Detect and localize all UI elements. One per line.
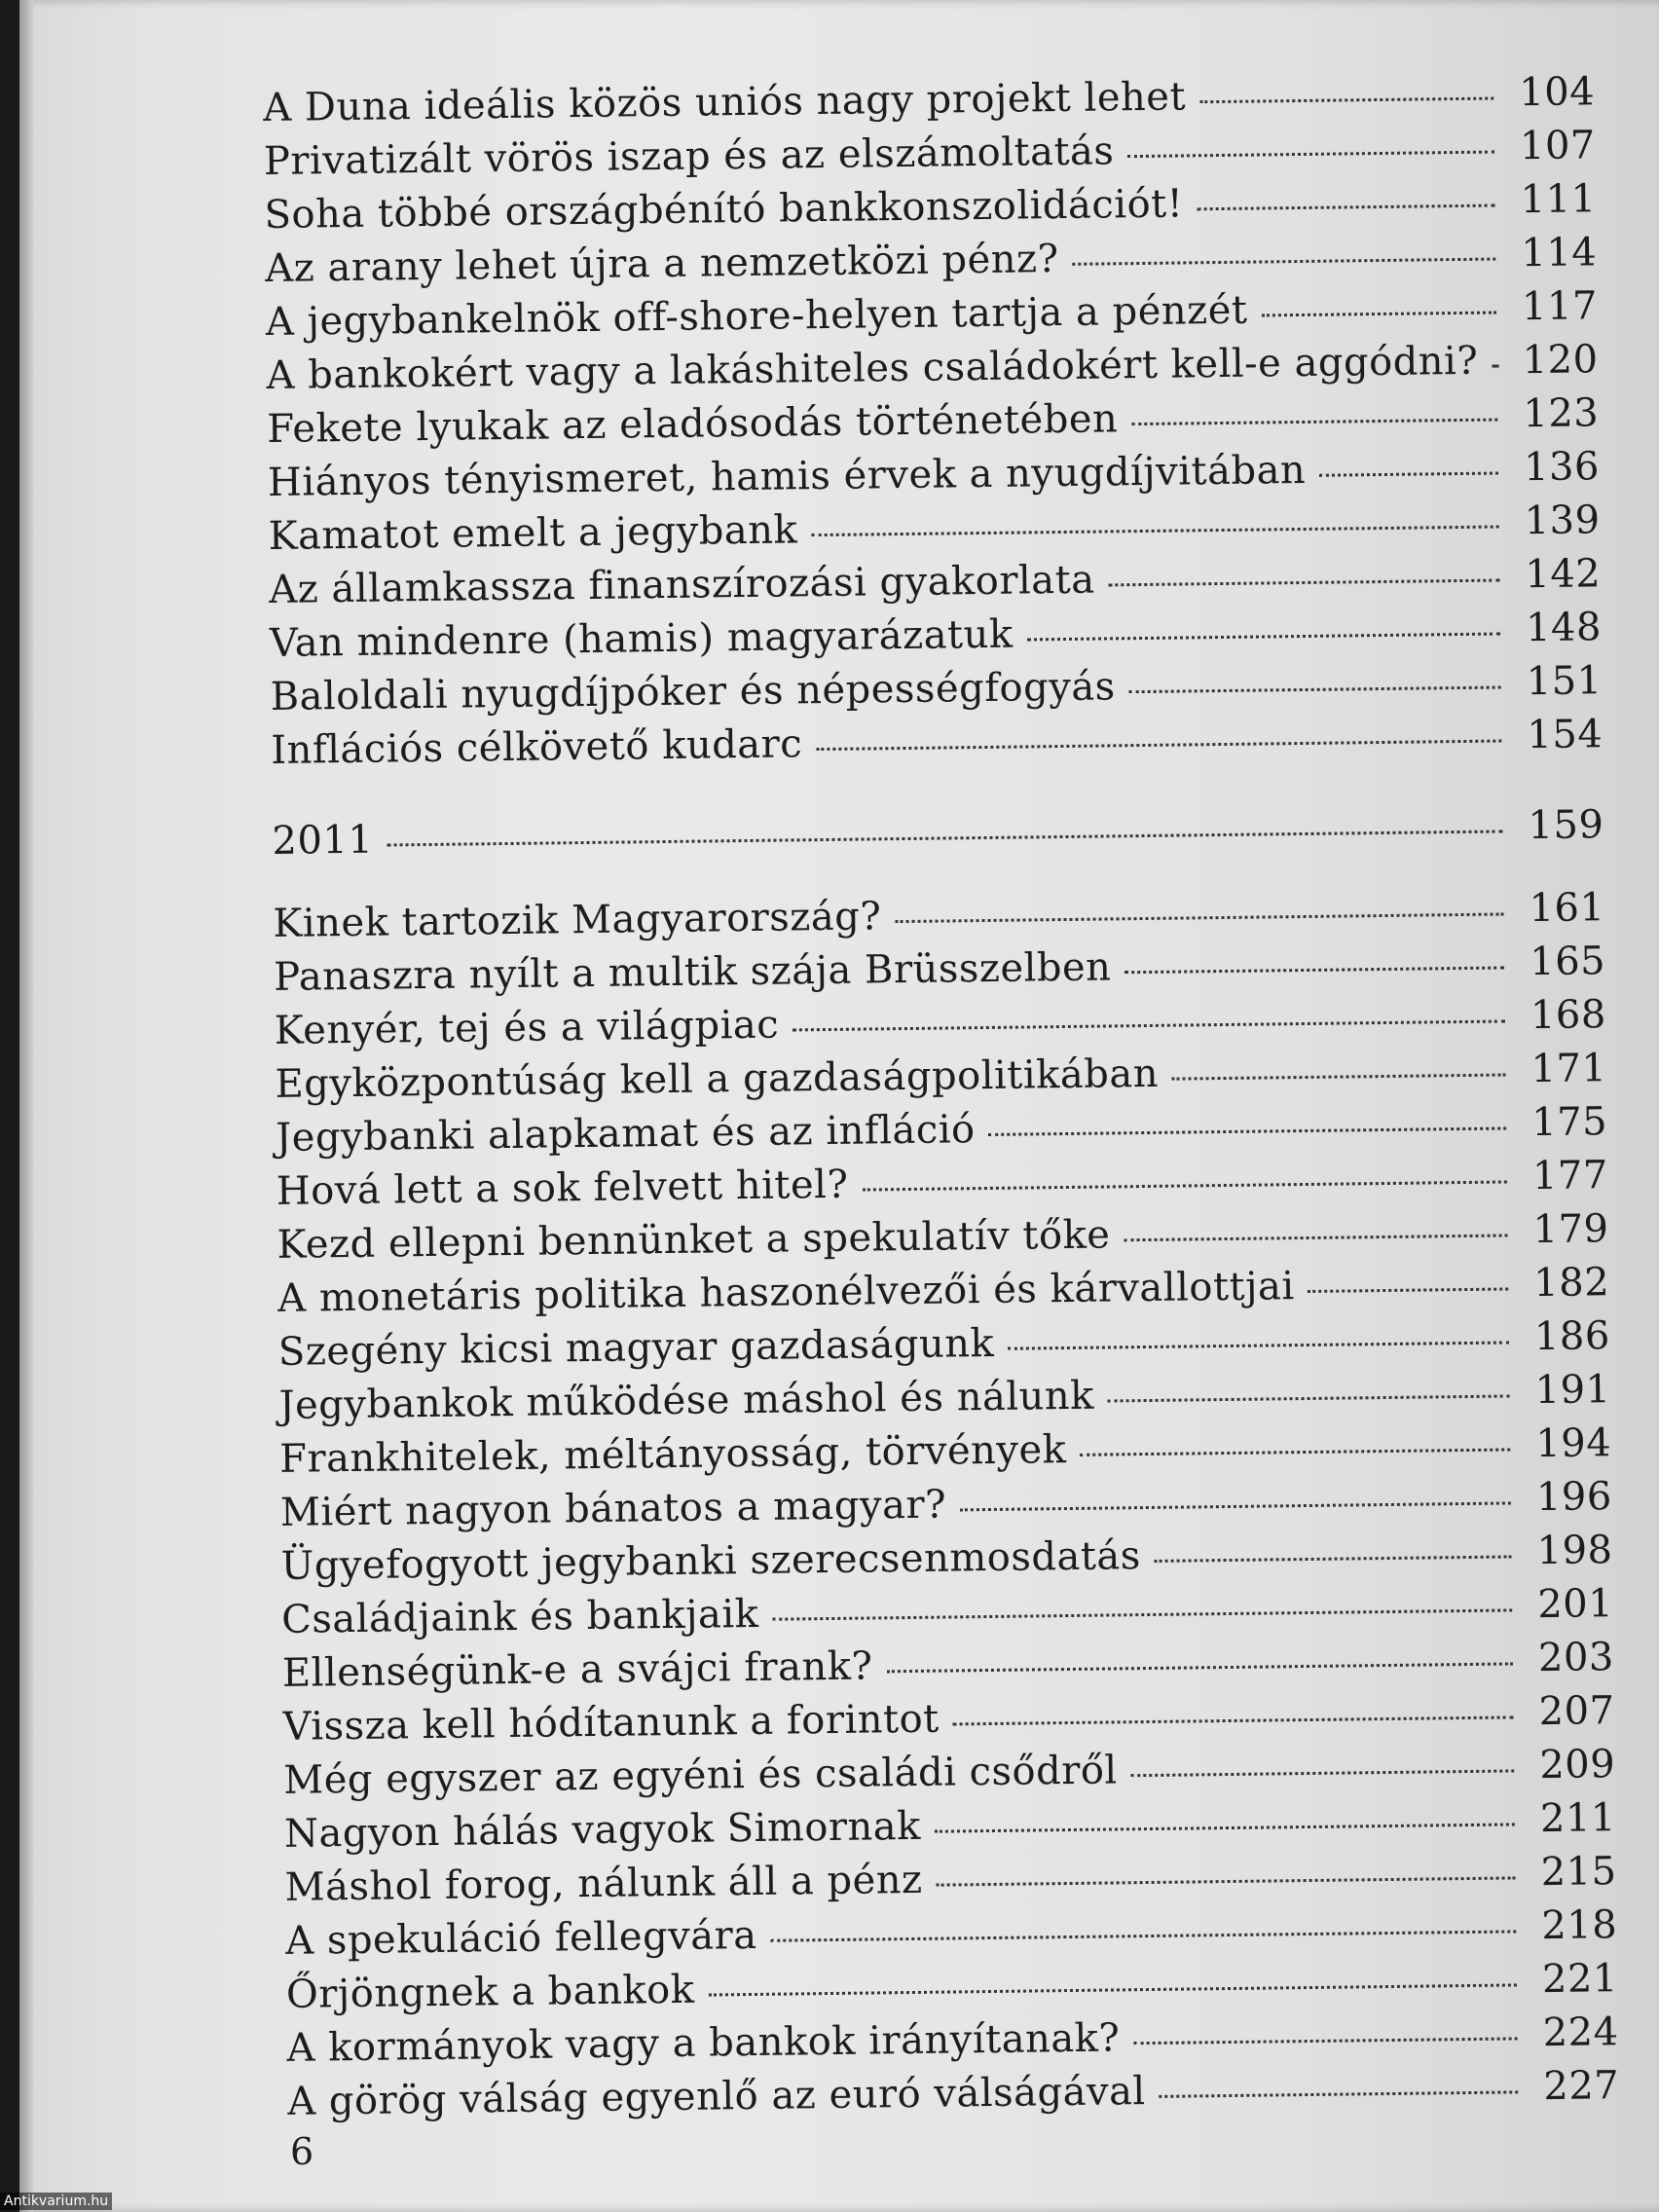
toc-entry-title: Egyközpontúság kell a gazdaságpolitikában [275,1051,1160,1107]
toc-entry-page: 142 [1525,551,1602,598]
toc-dot-leader [935,1823,1515,1832]
toc-entry-page: 196 [1535,1474,1613,1521]
toc-entry-page: 104 [1519,69,1596,116]
toc-entry-page: 182 [1532,1260,1610,1307]
toc-entry-title: Frankhitelek, méltányosság, törvények [278,1427,1067,1482]
toc-dot-leader [771,1930,1517,1941]
toc-entry-title: Vissza kell hódítanunk a forintot [282,1696,940,1750]
toc-entry-title: Az arany lehet újra a nemzetközi pénz? [265,237,1059,291]
toc-entry-title: Jegybanki alapkamat és az infláció [275,1107,976,1161]
toc-dot-leader [953,1715,1514,1725]
toc-entry-title: A monetáris politika haszonélvezői és kárvallottjai [276,1264,1295,1321]
toc-entry-page: 107 [1519,123,1597,169]
toc-entry-page: 215 [1540,1849,1617,1896]
toc-entry-page: 151 [1526,658,1603,705]
toc-entry-title: Máshol forog, nálunk áll a pénz [284,1857,923,1910]
toc-dot-leader [1160,2090,1519,2098]
toc-entry-title: Fekete lyukak az eladósodás történetében [267,396,1119,452]
toc-dot-leader [895,912,1503,923]
toc-entry-title: Még egyszer az egyéni és családi csődről [282,1748,1118,1803]
toc-entry-title: Ügyefogyott jegybanki szerecsenmosdatás [280,1533,1142,1589]
toc-entry-title: Miért nagyon bánatos a magyar? [279,1482,947,1535]
page-number: 6 [290,2130,314,2173]
toc-entry-page: 211 [1539,1795,1617,1842]
toc-dot-leader [886,1662,1512,1673]
toc-entry-title: Az államkassza finanszírozási gyakorlata [269,557,1095,612]
toc-entry-page: 203 [1537,1635,1615,1681]
toc-dot-leader [1124,966,1504,974]
toc-group-2011 [273,885,1619,2133]
toc-dot-leader [1197,204,1494,211]
toc-entry-page: 194 [1535,1420,1612,1467]
toc-entry-page: 209 [1539,1742,1616,1788]
toc-entry-title: Van mindenre (hamis) magyarázatuk [269,611,1014,666]
toc-entry-title: Baloldali nyugdíjpóker és népességfogyás [270,664,1116,719]
toc-dot-leader [1109,579,1500,587]
toc-entry-page: 201 [1537,1581,1614,1628]
toc-dot-leader [1131,1769,1515,1777]
toc-dot-leader [772,1608,1512,1620]
toc-entry-page: 168 [1530,992,1607,1039]
toc-dot-leader [387,830,1502,846]
toc-entry-page: 198 [1536,1528,1613,1574]
toc-dot-leader [793,1019,1505,1031]
toc-entry-page: 171 [1530,1046,1607,1092]
toc-entry-page: 227 [1543,2063,1620,2110]
toc-dot-leader [1172,1073,1506,1080]
toc-entry-page: 136 [1523,444,1601,491]
toc-group-2010 [263,69,1604,782]
toc-dot-leader [1080,1448,1510,1456]
toc-entry-page: 154 [1527,712,1604,758]
toc-entry-page: 177 [1531,1153,1609,1199]
toc-entry-title: Jegybankok működése máshol és nálunk [278,1373,1095,1428]
toc-dot-leader [811,526,1498,537]
book-page [19,0,1659,2212]
toc-entry-title: A bankokért vagy a lakáshiteles családokért kell-e aggódni? [266,338,1479,398]
toc-entry-page: 175 [1530,1099,1608,1146]
toc-dot-leader [1108,1394,1510,1402]
toc-dot-leader [862,1180,1506,1191]
toc-dot-leader [1155,1555,1512,1562]
toc-entry-title: A görög válság egyenlő az euró válságával [287,2069,1146,2124]
toc-dot-leader [1129,686,1501,694]
toc-entry-title: Őrjöngnek a bankok [285,1967,695,2017]
toc-dot-leader [937,1876,1516,1886]
table-of-contents [263,69,1620,2133]
toc-dot-leader [989,1126,1507,1135]
toc-entry-title: A kormányok vagy a bankok irányítanak? [286,2015,1121,2071]
toc-dot-leader [1261,312,1495,317]
toc-entry-title: A Duna ideális közös uniós nagy projekt lehet [263,74,1187,130]
toc-entry-title: Privatizált vörös iszap és az elszámoltatás [263,129,1115,184]
toc-dot-leader [1131,419,1497,426]
toc-dot-leader [708,1983,1516,1996]
toc-entry-title: Nagyon hálás vagyok Simornak [283,1803,922,1857]
toc-entry-title: Inflációs célkövető kudarc [271,721,803,773]
toc-entry-page: 161 [1529,885,1605,932]
toc-entry-page: 207 [1538,1688,1615,1735]
toc-entry-page: 111 [1520,176,1597,223]
toc-year-page: 159 [1528,802,1604,849]
toc-entry-title: Ellenségünk-e a svájci frank? [281,1643,873,1696]
toc-year-title: 2011 [272,817,374,864]
toc-dot-leader [1309,1287,1509,1293]
toc-entry-title: Panaszra nyílt a multik szája Brüsszelben [273,944,1112,1000]
toc-entry-title: Kinek tartozik Magyarország? [273,894,882,946]
toc-entry-page: 114 [1521,230,1598,276]
toc-entry-page: 123 [1523,390,1600,437]
toc-year-heading [272,802,1604,872]
toc-entry-page: 120 [1522,337,1599,384]
toc-dot-leader [816,740,1501,752]
toc-entry-page: 221 [1541,1956,1619,2003]
toc-entry-title: Kamatot emelt a jegybank [268,507,798,559]
toc-entry-page: 139 [1524,498,1601,544]
toc-dot-leader [1127,151,1494,159]
toc-entry-page: 191 [1534,1367,1611,1414]
toc-entry-title: A spekuláció fellegvára [285,1912,757,1964]
toc-dot-leader [1133,2037,1517,2045]
toc-entry-page: 165 [1529,939,1606,985]
toc-entry-page: 179 [1532,1206,1609,1253]
watermark: Antikvarium.hu [0,2193,112,2210]
toc-dot-leader [960,1501,1511,1511]
toc-dot-leader [1008,1341,1509,1349]
toc-dot-leader [1492,365,1496,368]
toc-entry-page: 186 [1533,1313,1611,1360]
page-edge [19,0,33,2212]
toc-entry-page: 218 [1541,1902,1618,1949]
toc-entry-title: Hová lett a sok felvett hitel? [276,1161,849,1214]
toc-dot-leader [1027,633,1500,642]
toc-entry-title: A jegybankelnök off-shore-helyen tartja a pénzét [265,287,1248,345]
toc-entry-title: Szegény kicsi magyar gazdaságunk [277,1320,995,1375]
toc-dot-leader [1319,472,1498,477]
toc-entry-page: 117 [1521,283,1599,330]
toc-entry-title: Soha többé országbénító bankkonszolidációt! [264,181,1184,238]
toc-dot-leader [1199,97,1493,104]
toc-entry-title: Családjaink és bankjaik [280,1591,759,1642]
toc-dot-leader [1124,1234,1508,1241]
toc-dot-leader [1073,258,1496,266]
toc-entry-title: Kezd ellepni bennünket a spekulatív tőke [276,1212,1111,1268]
toc-entry-title: Hiányos tényismeret, hamis érvek a nyugdíjvitában [267,447,1307,505]
toc-entry-page: 148 [1525,605,1603,651]
toc-entry-title: Kenyér, tej és a világpiac [274,1002,780,1053]
toc-entry-page: 224 [1542,2009,1619,2056]
